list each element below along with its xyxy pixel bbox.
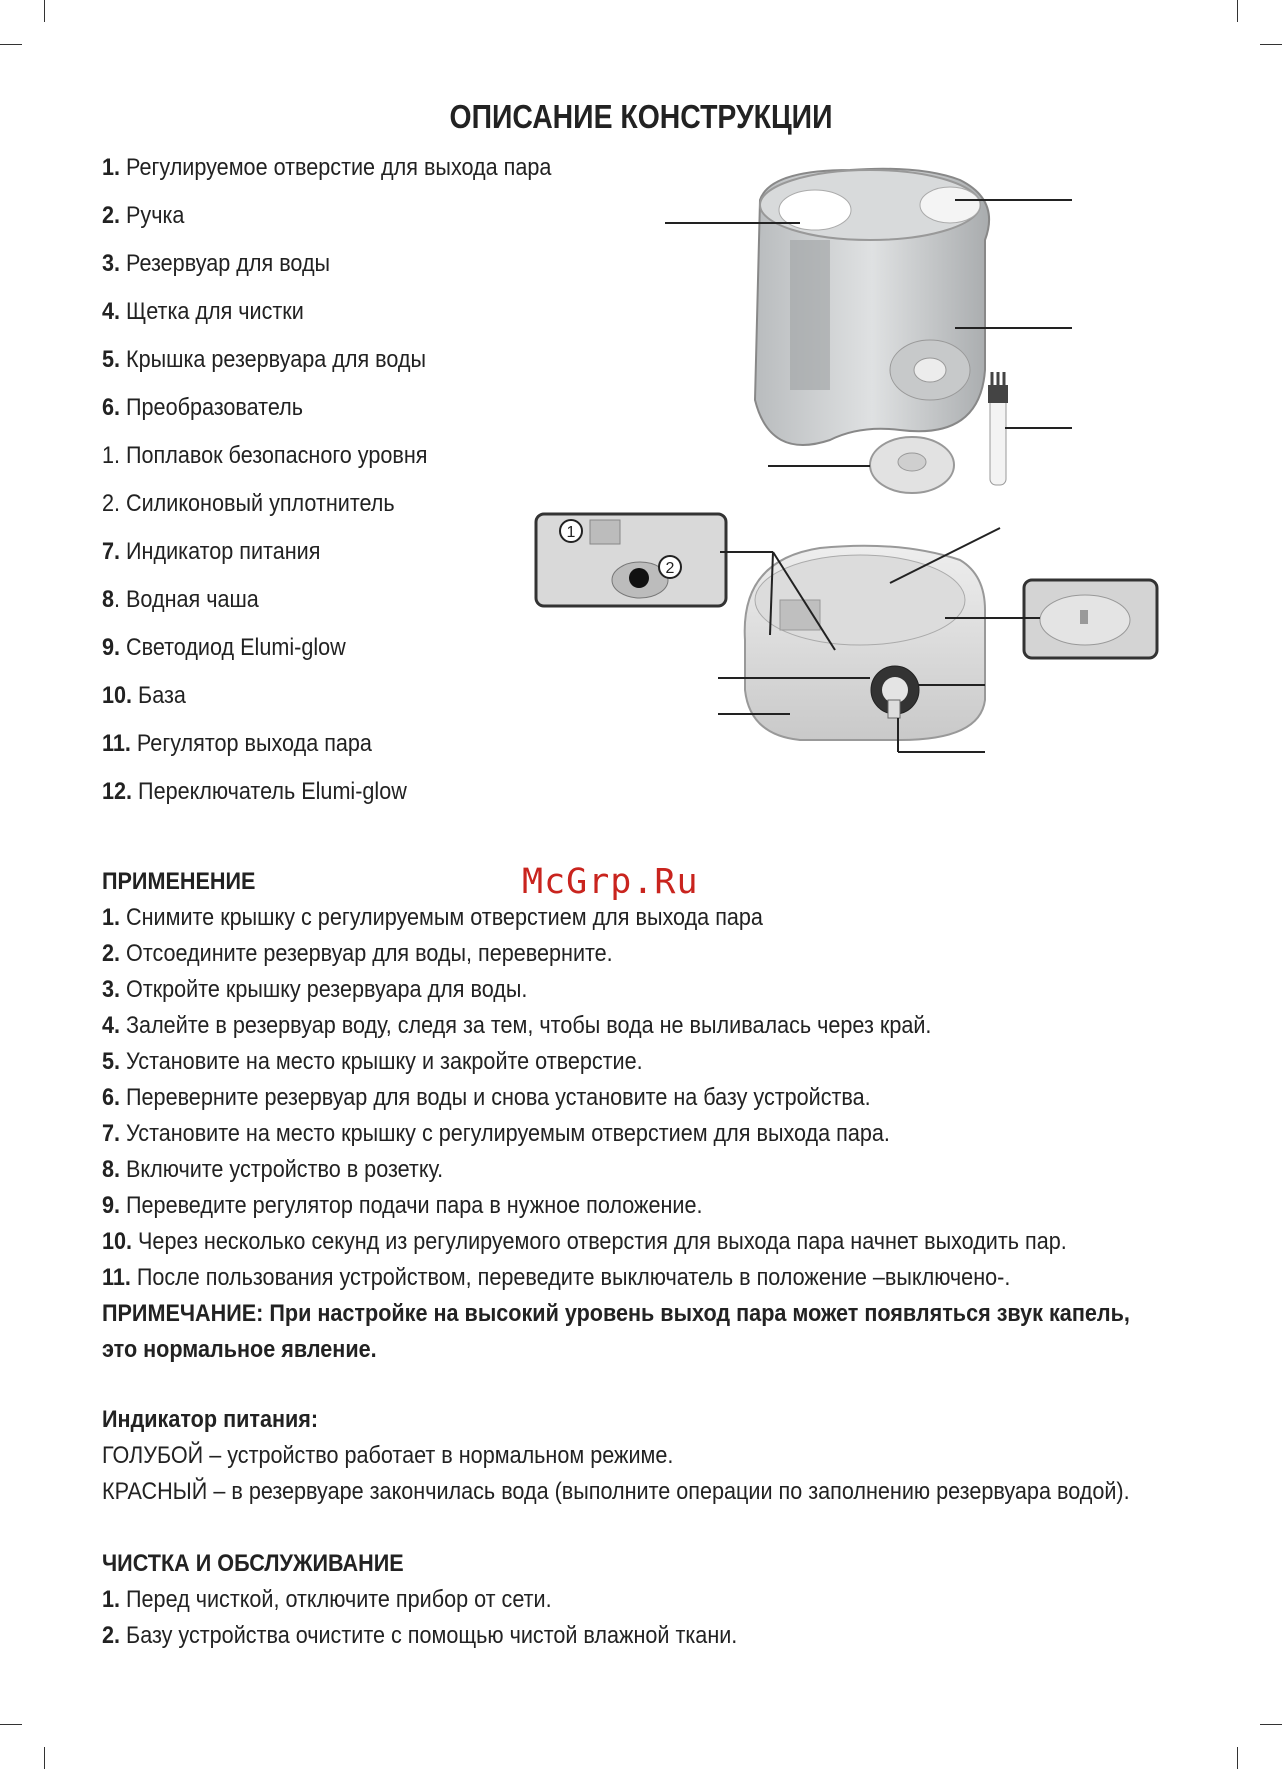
cleaning-section (102, 1546, 737, 1654)
list-item: 6. Преобразователь (102, 394, 303, 421)
section-heading: ЧИСТКА И ОБСЛУЖИВАНИЕ (102, 1550, 404, 1577)
list-item: 1. Регулируемое отверстие для выхода пара (102, 154, 552, 181)
inset-detail-float (536, 514, 726, 606)
crop-mark (0, 44, 22, 45)
indicator-red-text: КРАСНЫЙ – в резервуаре закончилась вода (выполните операции по заполнению резервуара водой). (102, 1478, 1130, 1505)
indicator-section (102, 1402, 1130, 1510)
watermark: McGrp.Ru (522, 862, 699, 902)
list-item: 10. База (102, 682, 186, 709)
list-item: 1. Перед чисткой, отключите прибор от сети. (102, 1586, 552, 1613)
humidifier-diagram (520, 150, 1170, 770)
note-text: ПРИМЕЧАНИЕ: При настройке на высокий уровень выход пара может появляться звук капель, (102, 1300, 1130, 1327)
indicator-blue-text: ГОЛУБОЙ – устройство работает в нормальном режиме. (102, 1442, 674, 1469)
note-text: это нормальное явление. (102, 1336, 377, 1363)
crop-mark (44, 1747, 45, 1769)
list-item: 7. Установите на место крышку с регулируемым отверстием для выхода пара. (102, 1120, 890, 1147)
list-item: 6. Переверните резервуар для воды и снова установите на базу устройства. (102, 1084, 871, 1111)
list-item: 3. Резервуар для воды (102, 250, 331, 277)
crop-mark (1237, 1747, 1238, 1769)
crop-mark (44, 0, 45, 22)
list-item: 10. Через несколько секунд из регулируемого отверстия для выхода пара начнет выходить пар. (102, 1228, 1067, 1255)
section-heading: Индикатор питания: (102, 1406, 319, 1433)
list-item: 3. Откройте крышку резервуара для воды. (102, 976, 528, 1003)
list-item: 8. Включите устройство в розетку. (102, 1156, 444, 1183)
crop-mark (1260, 1724, 1282, 1725)
list-item: 9. Светодиод Elumi-glow (102, 634, 346, 661)
list-item: 1. Поплавок безопасного уровня (102, 442, 428, 469)
tank-cap (870, 437, 954, 493)
crop-mark (1260, 44, 1282, 45)
list-item: 12. Переключатель Elumi-glow (102, 778, 407, 805)
usage-section (102, 864, 1130, 1368)
list-item: 7. Индикатор питания (102, 538, 321, 565)
callout-number: 1 (566, 524, 576, 541)
list-item: 8. Водная чаша (102, 586, 259, 613)
page-title: ОПИСАНИЕ КОНСТРУКЦИИ (449, 98, 833, 135)
list-item: 5. Крышка резервуара для воды (102, 346, 427, 373)
list-item: 9. Переведите регулятор подачи пара в нужное положение. (102, 1192, 703, 1219)
list-item: 5. Установите на место крышку и закройте отверстие. (102, 1048, 643, 1075)
list-item: 4. Щетка для чистки (102, 298, 304, 325)
list-item: 11. После пользования устройством, переведите выключатель в положение –выключено-. (102, 1264, 1011, 1291)
crop-mark (1237, 0, 1238, 22)
list-item: 1. Снимите крышку с регулируемым отверстием для выхода пара (102, 904, 763, 931)
list-item: 2. Ручка (102, 202, 185, 229)
crop-mark (0, 1724, 22, 1725)
list-item: 4. Залейте в резервуар воду, следя за тем, чтобы вода не выливалась через край. (102, 1012, 932, 1039)
list-item: 11. Регулятор выхода пара (102, 730, 372, 757)
humidifier-base (745, 546, 985, 740)
list-item: 2. Силиконовый уплотнитель (102, 490, 395, 517)
section-heading: ПРИМЕНЕНИЕ (102, 868, 256, 895)
inset-detail-bowl (1024, 580, 1157, 658)
callout-number: 2 (665, 560, 675, 577)
list-item: 2. Базу устройства очистите с помощью чистой влажной ткани. (102, 1622, 738, 1649)
water-tank (755, 169, 989, 445)
list-item: 2. Отсоедините резервуар для воды, переверните. (102, 940, 613, 967)
